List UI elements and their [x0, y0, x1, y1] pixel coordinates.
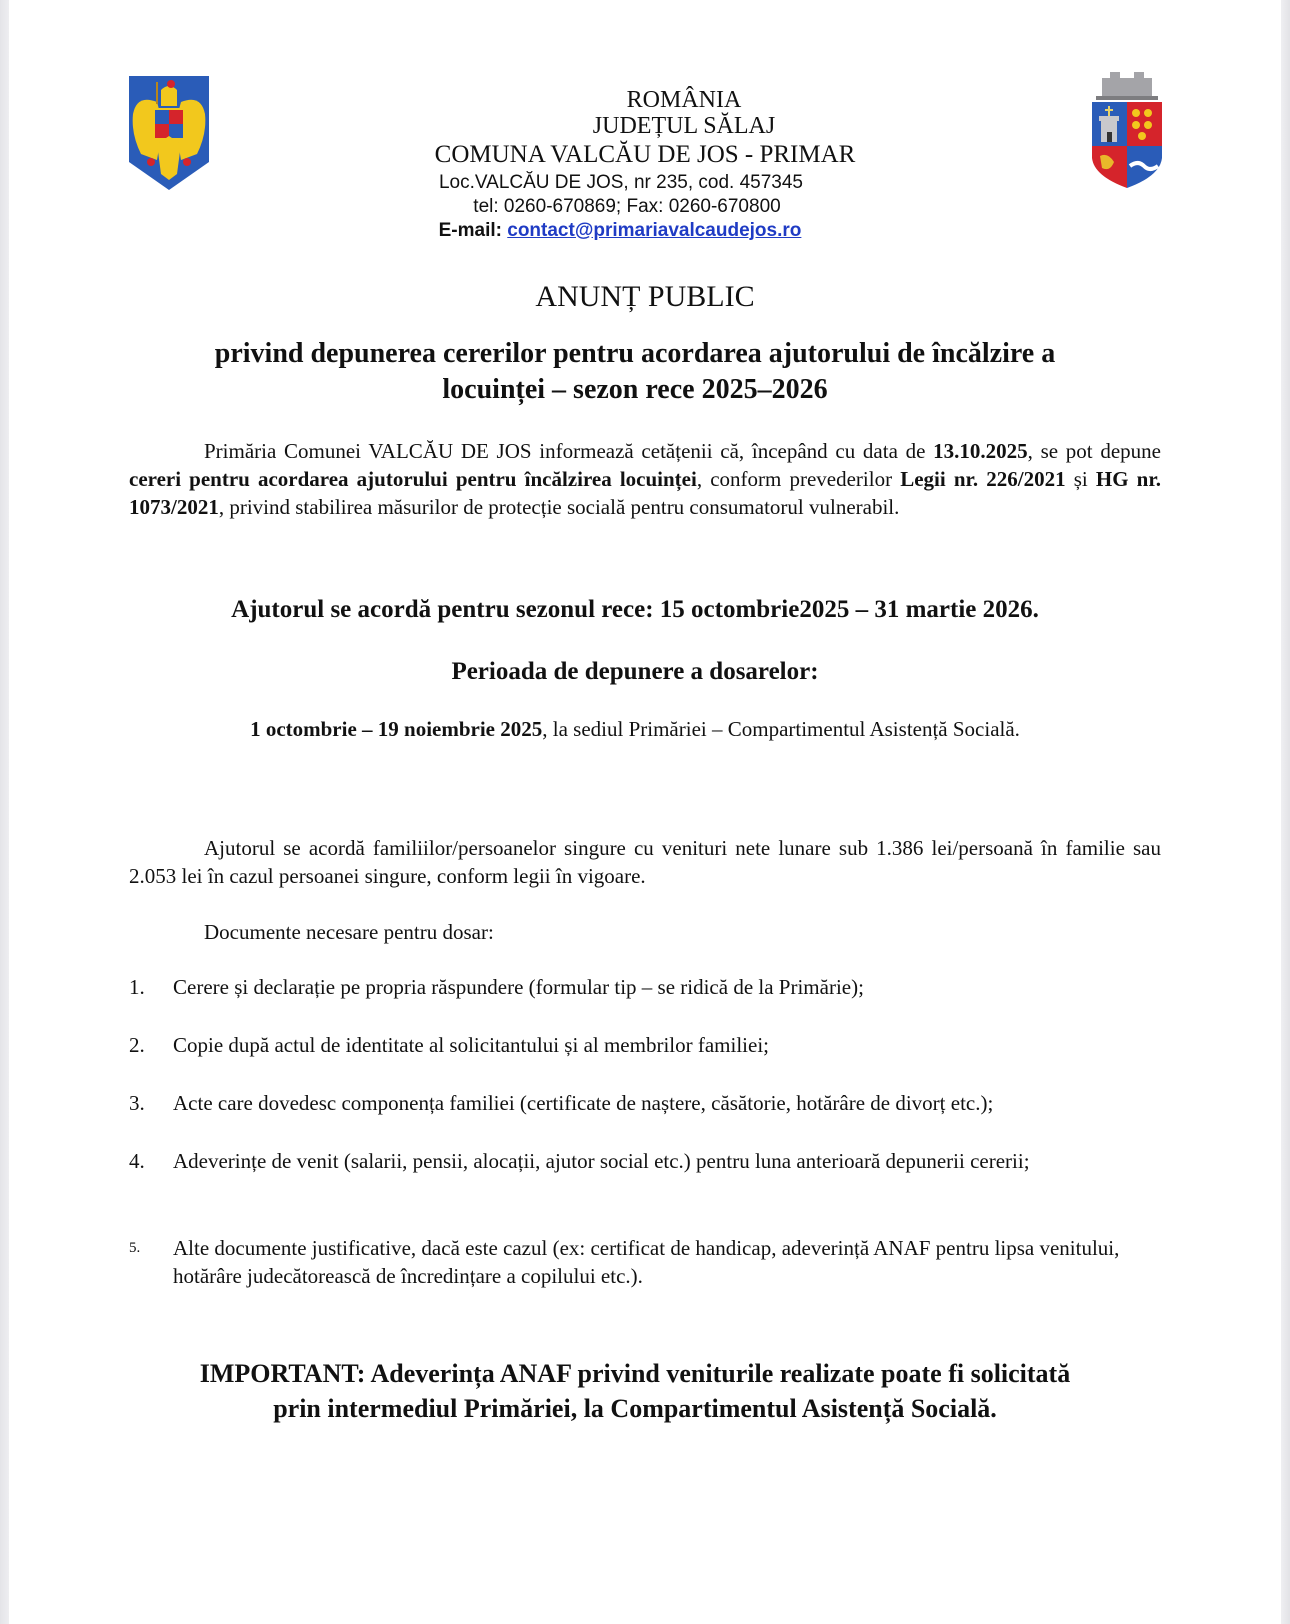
institution-header	[380, 88, 910, 242]
header-phone-fax: tel: 0260-670869; Fax: 0260-670800	[473, 195, 781, 217]
list-item-number: 2.	[129, 1033, 145, 1057]
list-item-number: 3.	[129, 1091, 145, 1115]
cold-season-statement: Ajutorul se acordă pentru sezonul rece: 15 octombrie2025 – 31 martie 2026.	[231, 596, 1039, 623]
list-item-text: Copie după actul de identitate al solicitantului și al membrilor familiei;	[173, 1033, 770, 1057]
important-notice	[120, 1356, 1150, 1426]
list-item-text: Cerere și declarație pe propria răspundere (formular tip – se ridică de la Primărie);	[173, 975, 864, 999]
submission-dates: 1 octombrie – 19 noiembrie 2025	[250, 717, 543, 741]
important-line-1: IMPORTANT: Adeverința ANAF privind veniturile realizate poate fi solicitată	[199, 1359, 1071, 1388]
subtitle-line-1: privind depunerea cererilor pentru acordarea ajutorului de încălzire a	[214, 338, 1056, 369]
romania-coat-of-arms-icon	[127, 74, 211, 192]
income-text: Ajutorul se acordă familiilor/persoanelor singure cu venituri nete lunare sub 1.386 lei/persoană în familie sau 2.053 lei în cazul persoanei singure, conform legii în vigoare.	[129, 836, 1161, 888]
important-line-2: prin intermediul Primăriei, la Compartimentul Asistență Socială.	[273, 1394, 997, 1423]
request-type: cereri pentru acordarea ajutorului pentru încălzirea locuinței	[129, 467, 697, 491]
header-email-line	[330, 219, 910, 243]
list-item	[129, 973, 1159, 1001]
email-label: E-mail:	[438, 219, 502, 241]
header-country: ROMÂNIA	[626, 87, 742, 113]
list-item	[129, 1031, 1159, 1059]
header-address: Loc.VALCĂU DE JOS, nr 235, cod. 457345	[438, 172, 803, 193]
list-item-text: Acte care dovedesc componența familiei (certificate de naștere, căsătorie, hotărâre de divorț etc.);	[173, 1091, 994, 1115]
documents-label: Documente necesare pentru dosar:	[204, 920, 494, 944]
list-item-text: Alte documente justificative, dacă este cazul (ex: certificat de handicap, adeverință ANAF pentru lipsa venitului, hotărâre judecătorească de încredințare a copilului etc.).	[173, 1236, 1120, 1288]
list-item	[129, 1147, 1159, 1175]
intro-text-4: și	[1065, 467, 1096, 491]
intro-text-2: , se pot depune	[1027, 439, 1161, 463]
list-item-number: 4.	[129, 1149, 145, 1173]
list-item	[129, 1234, 1159, 1290]
list-item-text: Adeverințe de venit (salarii, pensii, alocații, ajutor social etc.) pentru luna anterioară depunerii cererii;	[173, 1149, 1030, 1173]
intro-text-1: Primăria Comunei VALCĂU DE JOS informează cetățenii că, începând cu data de	[204, 439, 934, 463]
income-paragraph	[129, 834, 1161, 890]
announcement-subtitle	[120, 336, 1150, 408]
list-item-number: 1.	[129, 975, 145, 999]
header-commune: COMUNA VALCĂU DE JOS - PRIMAR	[434, 141, 856, 168]
submission-period	[120, 717, 1150, 742]
law-reference: Legii nr. 226/2021	[900, 467, 1066, 491]
email-link[interactable]: contact@primariavalcaudejos.ro	[507, 219, 802, 241]
announcement-title: ANUNȚ PUBLIC	[535, 280, 755, 313]
valcau-de-jos-coat-of-arms-icon	[1086, 68, 1168, 192]
hg-reference: HG nr. 1073/2021	[129, 467, 1161, 519]
list-item-number: 5.	[129, 1240, 141, 1256]
submission-location: , la sediul Primăriei – Compartimentul Asistență Socială.	[542, 717, 1020, 741]
intro-text-3: , conform prevederilor	[696, 467, 901, 491]
list-item	[129, 1089, 1159, 1117]
submission-period-heading: Perioada de depunere a dosarelor:	[451, 658, 819, 685]
header-county: JUDEȚUL SĂLAJ	[592, 113, 776, 139]
intro-text-5: , privind stabilirea măsurilor de protecție socială pentru consumatorul vulnerabil.	[218, 495, 900, 519]
subtitle-line-2: locuinței – sezon rece 2025–2026	[442, 374, 828, 405]
intro-paragraph	[129, 437, 1161, 521]
start-date: 13.10.2025	[933, 439, 1028, 463]
